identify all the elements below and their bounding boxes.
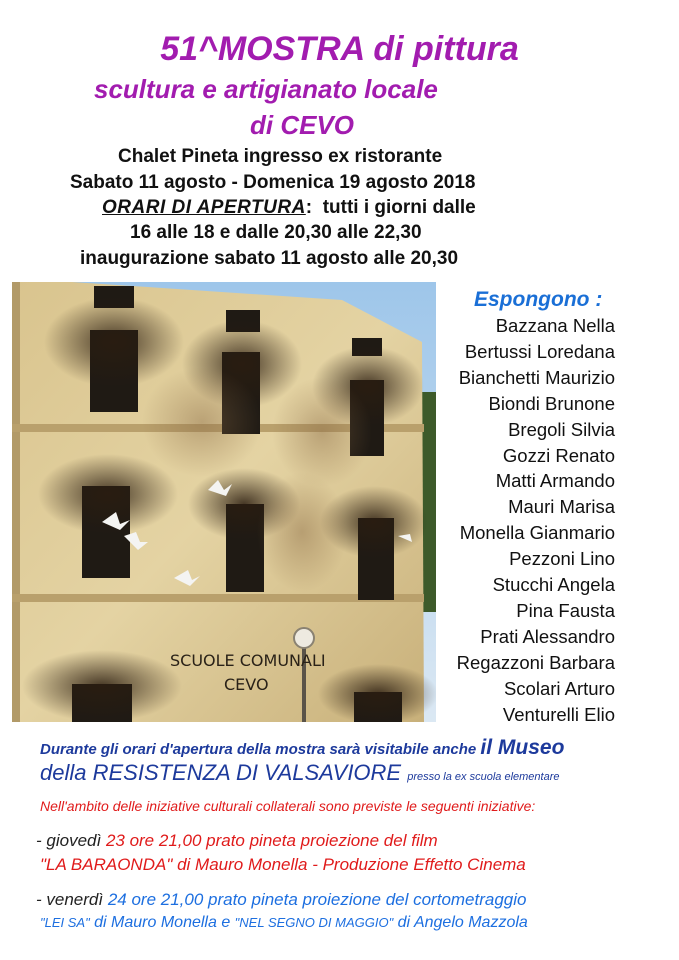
museum-notice-line2 bbox=[40, 760, 559, 786]
event1-line1 bbox=[36, 831, 438, 851]
exhibitor-name: Bianchetti Maurizio bbox=[458, 366, 615, 388]
event2-mid: di Mauro Monella e bbox=[89, 914, 235, 931]
exhibitor-name: Regazzoni Barbara bbox=[456, 651, 615, 673]
event2-title2: "NEL SEGNO DI MAGGIO" bbox=[234, 915, 394, 930]
poster-location: di CEVO bbox=[250, 110, 355, 140]
museum-notice-text: Durante gli orari d'apertura della mostra sarà visitabile anche bbox=[40, 741, 477, 758]
exhibitor-name: Matti Armando bbox=[495, 470, 615, 492]
event2-end: di Angelo Mazzola bbox=[393, 914, 528, 931]
exhibitor-name: Stucchi Angela bbox=[492, 574, 615, 596]
photo-sign-line2: CEVO bbox=[224, 675, 269, 694]
dates-text: Sabato 11 agosto - Domenica 19 agosto 2018 bbox=[70, 172, 476, 193]
museum-notice-line1 bbox=[40, 736, 564, 760]
event2-text: 24 ore 21,00 prato pineta proiezione del cortometraggio bbox=[107, 890, 527, 909]
opening-hours-label: ORARI DI APERTURA bbox=[102, 197, 306, 218]
opening-hours bbox=[102, 197, 476, 219]
event2-line2 bbox=[40, 914, 528, 932]
exhibitor-name: Monella Gianmario bbox=[459, 522, 615, 544]
exhibitor-name: Bazzana Nella bbox=[495, 315, 615, 336]
opening-hours-times: 16 alle 18 e dalle 20,30 alle 22,30 bbox=[130, 222, 422, 243]
exhibitor-name: Mauri Marisa bbox=[508, 496, 615, 518]
exhibitor-name: Scolari Arturo bbox=[503, 677, 615, 699]
museum-location: presso la ex scuola elementare bbox=[407, 771, 560, 783]
event1-title: "LA BARAONDA" di Mauro Monella - Produzione Effetto Cinema bbox=[40, 855, 526, 874]
exhibitor-name: Biondi Brunone bbox=[488, 392, 615, 414]
opening-hours-text: tutti i giorni dalle bbox=[322, 197, 476, 218]
exhibitor-name: Prati Alessandro bbox=[480, 625, 615, 647]
school-building-photo bbox=[12, 282, 436, 722]
event2-day: - venerdì bbox=[36, 890, 104, 909]
poster-title: 51^MOSTRA di pittura bbox=[160, 30, 519, 68]
photo-sign-line1: SCUOLE COMUNALI bbox=[170, 651, 326, 670]
exhibitor-name: Venturelli Elio bbox=[502, 703, 615, 725]
exhibitors-list bbox=[457, 313, 615, 728]
exhibitor-name: Gozzi Renato bbox=[502, 444, 615, 466]
exhibitor-name: Bregoli Silvia bbox=[508, 418, 615, 440]
opening-hours-colon: : bbox=[305, 197, 313, 218]
exhibitor-name: Pina Fausta bbox=[516, 599, 615, 621]
exhibitor-name: Bertussi Loredana bbox=[464, 340, 615, 362]
museum-notice-highlight: il Museo bbox=[480, 736, 565, 759]
inauguration-text: inaugurazione sabato 11 agosto alle 20,30 bbox=[80, 248, 459, 269]
exhibitor-name: Pezzoni Lino bbox=[509, 548, 615, 570]
exhibitors-heading: Espongono : bbox=[474, 288, 603, 311]
event2-line1 bbox=[36, 890, 527, 910]
museum-name: della RESISTENZA DI VALSAVIORE bbox=[40, 760, 402, 785]
event1-day: - giovedì bbox=[36, 831, 102, 850]
event1-text: 23 ore 21,00 prato pineta proiezione del film bbox=[105, 831, 438, 850]
poster-subtitle: scultura e artigianato locale bbox=[94, 74, 438, 104]
event2-title1: "LEI SA" bbox=[40, 915, 90, 930]
venue-text: Chalet Pineta ingresso ex ristorante bbox=[118, 146, 443, 167]
events-intro: Nell'ambito delle iniziative culturali collaterali sono previste le seguenti iniziative: bbox=[40, 798, 536, 814]
